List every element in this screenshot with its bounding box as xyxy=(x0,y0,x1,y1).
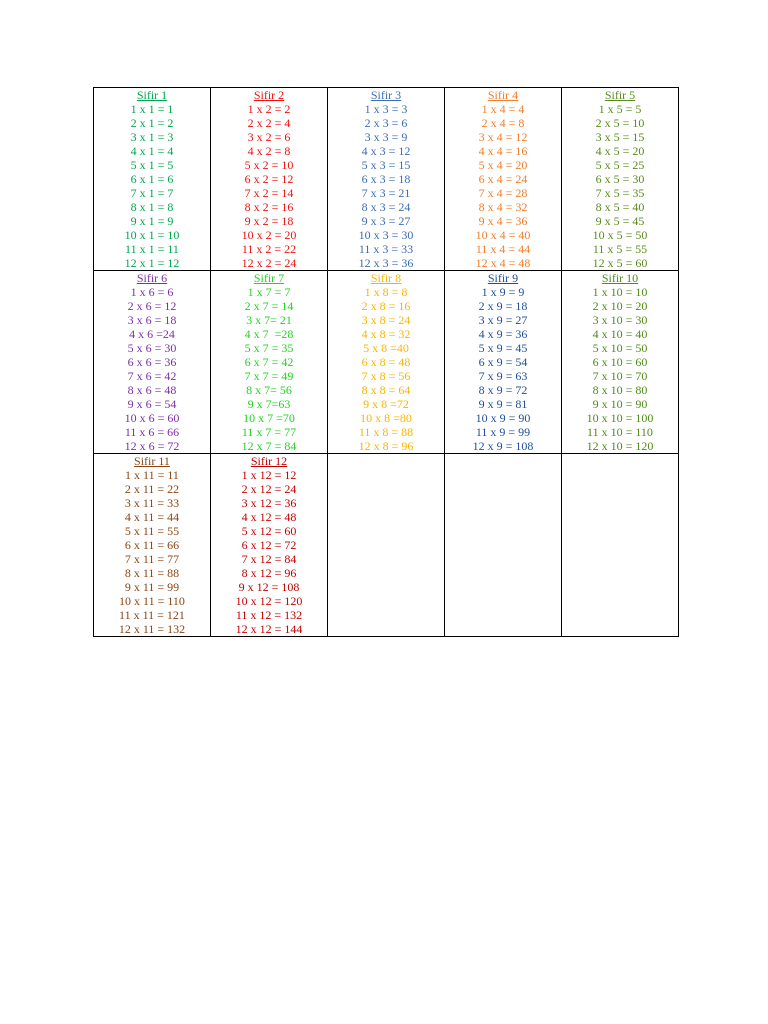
table-line: 11 x 1 = 11 xyxy=(125,242,179,256)
table-line: 10 x 6 = 60 xyxy=(124,411,180,425)
table-line: 2 x 2 = 4 xyxy=(247,116,291,130)
sifir-11-cell xyxy=(94,454,211,637)
multiplication-tables-grid xyxy=(93,87,679,637)
sifir-9-cell xyxy=(445,271,562,454)
table-line: 5 x 11 = 55 xyxy=(124,524,180,538)
sifir-2-cell xyxy=(211,88,328,271)
table-title: Sifir 10 xyxy=(601,271,639,285)
table-line: 12 x 6 = 72 xyxy=(124,439,180,453)
table-line: 1 x 2 = 2 xyxy=(247,102,291,116)
table-line: 12 x 9 = 108 xyxy=(472,439,534,453)
table-line: 1 x 9 = 9 xyxy=(481,285,525,299)
table-line: 10 x 7 =70 xyxy=(243,411,295,425)
table-line: 2 x 12 = 24 xyxy=(241,482,297,496)
table-line: 11 x 6 = 66 xyxy=(124,425,180,439)
table-line: 3 x 11 = 33 xyxy=(124,496,180,510)
table-line: 12 x 4 = 48 xyxy=(475,256,531,270)
table-line: 9 x 8 =72 xyxy=(363,397,409,411)
table-line: 9 x 2 = 18 xyxy=(244,214,294,228)
table-line: 6 x 4 = 24 xyxy=(478,172,528,186)
sifir-5-cell xyxy=(562,88,679,271)
table-line: 2 x 1 = 2 xyxy=(130,116,174,130)
table-line: 4 x 1 = 4 xyxy=(130,144,174,158)
table-line: 2 x 4 = 8 xyxy=(481,116,525,130)
table-line: 4 x 8 = 32 xyxy=(361,327,411,341)
table-line: 12 x 1 = 12 xyxy=(124,256,180,270)
table-line: 6 x 10 = 60 xyxy=(592,355,648,369)
table-line: 12 x 8 = 96 xyxy=(358,439,414,453)
table-line: 2 x 3 = 6 xyxy=(364,116,408,130)
table-line: 3 x 5 = 15 xyxy=(595,130,645,144)
table-line: 8 x 8 = 64 xyxy=(361,383,411,397)
table-line: 5 x 5 = 25 xyxy=(595,158,645,172)
table-line: 8 x 5 = 40 xyxy=(595,200,645,214)
table-line: 5 x 12 = 60 xyxy=(241,524,297,538)
table-line: 8 x 1 = 8 xyxy=(130,200,174,214)
table-line: 1 x 1 = 1 xyxy=(130,102,174,116)
table-line: 1 x 4 = 4 xyxy=(481,102,525,116)
table-line: 4 x 3 = 12 xyxy=(361,144,411,158)
table-line: 11 x 3 = 33 xyxy=(358,242,414,256)
sifir-7-cell xyxy=(211,271,328,454)
sifir-10-cell xyxy=(562,271,679,454)
table-line: 5 x 7 = 35 xyxy=(244,341,294,355)
table-row xyxy=(94,454,679,637)
table-title: Sifir 8 xyxy=(370,271,402,285)
table-row xyxy=(94,88,679,271)
table-line: 3 x 1 = 3 xyxy=(130,130,174,144)
table-line: 10 x 5 = 50 xyxy=(592,228,648,242)
table-line: 6 x 11 = 66 xyxy=(124,538,180,552)
table-line: 1 x 8 = 8 xyxy=(364,285,408,299)
table-line: 1 x 10 = 10 xyxy=(592,285,648,299)
table-line: 6 x 5 = 30 xyxy=(595,172,645,186)
table-line: 10 x 1 = 10 xyxy=(124,228,180,242)
table-title: Sifir 6 xyxy=(136,271,168,285)
empty-cell xyxy=(562,454,679,637)
table-line: 7 x 6 = 42 xyxy=(127,369,177,383)
empty-cell xyxy=(328,454,445,637)
table-line: 10 x 9 = 90 xyxy=(475,411,531,425)
table-line: 8 x 11 = 88 xyxy=(124,566,180,580)
table-line: 10 x 4 = 40 xyxy=(475,228,531,242)
table-line: 2 x 5 = 10 xyxy=(595,116,645,130)
table-line: 9 x 9 = 81 xyxy=(478,397,528,411)
table-line: 4 x 4 = 16 xyxy=(478,144,528,158)
table-title: Sifir 5 xyxy=(604,88,636,102)
table-line: 9 x 1 = 9 xyxy=(130,214,174,228)
table-line: 1 x 11 = 11 xyxy=(125,468,179,482)
table-line: 6 x 1 = 6 xyxy=(130,172,174,186)
table-line: 5 x 4 = 20 xyxy=(478,158,528,172)
table-line: 4 x 2 = 8 xyxy=(247,144,291,158)
table-line: 5 x 1 = 5 xyxy=(130,158,174,172)
table-line: 2 x 11 = 22 xyxy=(124,482,180,496)
table-line: 7 x 3 = 21 xyxy=(361,186,411,200)
table-line: 7 x 5 = 35 xyxy=(595,186,645,200)
table-line: 9 x 12 = 108 xyxy=(238,580,300,594)
table-line: 7 x 1 = 7 xyxy=(130,186,174,200)
table-line: 2 x 9 = 18 xyxy=(478,299,528,313)
empty-cell xyxy=(445,454,562,637)
table-line: 3 x 10 = 30 xyxy=(592,313,648,327)
sifir-3-cell xyxy=(328,88,445,271)
table-line: 8 x 12 = 96 xyxy=(241,566,297,580)
table-line: 9 x 7=63 xyxy=(247,397,291,411)
table-line: 11 x 5 = 55 xyxy=(592,242,648,256)
table-line: 7 x 8 = 56 xyxy=(361,369,411,383)
table-line: 3 x 9 = 27 xyxy=(478,313,528,327)
table-line: 6 x 12 = 72 xyxy=(241,538,297,552)
table-line: 11 x 10 = 110 xyxy=(587,425,653,439)
table-line: 1 x 7 = 7 xyxy=(247,285,291,299)
table-line: 2 x 7 = 14 xyxy=(244,299,294,313)
table-line: 8 x 4 = 32 xyxy=(478,200,528,214)
table-line: 8 x 10 = 80 xyxy=(592,383,648,397)
table-line: 2 x 8 = 16 xyxy=(361,299,411,313)
sifir-8-cell xyxy=(328,271,445,454)
table-line: 11 x 8 = 88 xyxy=(358,425,414,439)
table-line: 3 x 3 = 9 xyxy=(364,130,408,144)
table-line: 5 x 8 =40 xyxy=(363,341,409,355)
table-line: 3 x 6 = 18 xyxy=(127,313,177,327)
sifir-12-cell xyxy=(211,454,328,637)
table-line: 6 x 6 = 36 xyxy=(127,355,177,369)
table-line: 5 x 9 = 45 xyxy=(478,341,528,355)
table-line: 8 x 6 = 48 xyxy=(127,383,177,397)
table-line: 4 x 5 = 20 xyxy=(595,144,645,158)
table-line: 7 x 2 = 14 xyxy=(244,186,294,200)
table-line: 10 x 10 = 100 xyxy=(586,411,654,425)
table-line: 12 x 3 = 36 xyxy=(358,256,414,270)
table-line: 1 x 3 = 3 xyxy=(364,102,408,116)
table-line: 12 x 5 = 60 xyxy=(592,256,648,270)
table-line: 5 x 10 = 50 xyxy=(592,341,648,355)
table-line: 3 x 8 = 24 xyxy=(361,313,411,327)
table-line: 11 x 4 = 44 xyxy=(475,242,531,256)
table-line: 4 x 12 = 48 xyxy=(241,510,297,524)
table-line: 7 x 10 = 70 xyxy=(592,369,648,383)
table-line: 2 x 10 = 20 xyxy=(592,299,648,313)
table-line: 7 x 9 = 63 xyxy=(478,369,528,383)
table-title: Sifir 12 xyxy=(250,454,288,468)
table-title: Sifir 4 xyxy=(487,88,519,102)
sifir-4-cell xyxy=(445,88,562,271)
table-line: 6 x 9 = 54 xyxy=(478,355,528,369)
table-line: 6 x 3 = 18 xyxy=(361,172,411,186)
table-line: 6 x 8 = 48 xyxy=(361,355,411,369)
table-line: 4 x 7 =28 xyxy=(244,327,294,341)
table-line: 6 x 2 = 12 xyxy=(244,172,294,186)
table-line: 7 x 12 = 84 xyxy=(241,552,297,566)
table-line: 3 x 7= 21 xyxy=(246,313,292,327)
table-line: 7 x 11 = 77 xyxy=(124,552,180,566)
table-line: 1 x 5 = 5 xyxy=(598,102,642,116)
table-line: 5 x 6 = 30 xyxy=(127,341,177,355)
table-title: Sifir 2 xyxy=(253,88,285,102)
table-line: 8 x 3 = 24 xyxy=(361,200,411,214)
table-line: 4 x 11 = 44 xyxy=(124,510,180,524)
table-line: 10 x 8 =80 xyxy=(360,411,412,425)
table-row xyxy=(94,271,679,454)
table-line: 12 x 10 = 120 xyxy=(586,439,654,453)
table-line: 10 x 2 = 20 xyxy=(241,228,297,242)
sifir-6-cell xyxy=(94,271,211,454)
table-line: 9 x 5 = 45 xyxy=(595,214,645,228)
table-line: 5 x 2 = 10 xyxy=(244,158,294,172)
table-line: 2 x 6 = 12 xyxy=(127,299,177,313)
table-line: 12 x 11 = 132 xyxy=(118,622,186,636)
table-line: 9 x 11 = 99 xyxy=(124,580,180,594)
table-title: Sifir 7 xyxy=(253,271,285,285)
table-line: 1 x 6 = 6 xyxy=(130,285,174,299)
table-line: 9 x 10 = 90 xyxy=(592,397,648,411)
table-line: 9 x 6 = 54 xyxy=(127,397,177,411)
table-line: 6 x 7 = 42 xyxy=(244,355,294,369)
table-line: 3 x 12 = 36 xyxy=(241,496,297,510)
table-title: Sifir 1 xyxy=(136,88,168,102)
table-line: 12 x 12 = 144 xyxy=(235,622,303,636)
table-line: 10 x 3 = 30 xyxy=(358,228,414,242)
table-title: Sifir 9 xyxy=(487,271,519,285)
table-line: 10 x 11 = 110 xyxy=(119,594,185,608)
sifir-1-cell xyxy=(94,88,211,271)
table-line: 1 x 12 = 12 xyxy=(241,468,297,482)
table-line: 12 x 7 = 84 xyxy=(241,439,297,453)
table-line: 11 x 11 = 121 xyxy=(119,608,185,622)
table-title: Sifir 3 xyxy=(370,88,402,102)
table-line: 3 x 2 = 6 xyxy=(247,130,291,144)
table-line: 10 x 12 = 120 xyxy=(235,594,303,608)
table-line: 11 x 12 = 132 xyxy=(235,608,303,622)
table-line: 7 x 7 = 49 xyxy=(244,369,294,383)
table-line: 8 x 9 = 72 xyxy=(478,383,528,397)
table-line: 5 x 3 = 15 xyxy=(361,158,411,172)
table-line: 12 x 2 = 24 xyxy=(241,256,297,270)
table-title: Sifir 11 xyxy=(134,454,170,468)
table-line: 7 x 4 = 28 xyxy=(478,186,528,200)
table-line: 11 x 2 = 22 xyxy=(241,242,297,256)
table-line: 9 x 3 = 27 xyxy=(361,214,411,228)
table-line: 9 x 4 = 36 xyxy=(478,214,528,228)
table-line: 4 x 10 = 40 xyxy=(592,327,648,341)
table-line: 11 x 9 = 99 xyxy=(475,425,531,439)
table-line: 4 x 6 =24 xyxy=(129,327,175,341)
table-line: 8 x 2 = 16 xyxy=(244,200,294,214)
table-line: 3 x 4 = 12 xyxy=(478,130,528,144)
table-line: 4 x 9 = 36 xyxy=(478,327,528,341)
table-line: 11 x 7 = 77 xyxy=(241,425,297,439)
table-line: 8 x 7= 56 xyxy=(246,383,292,397)
